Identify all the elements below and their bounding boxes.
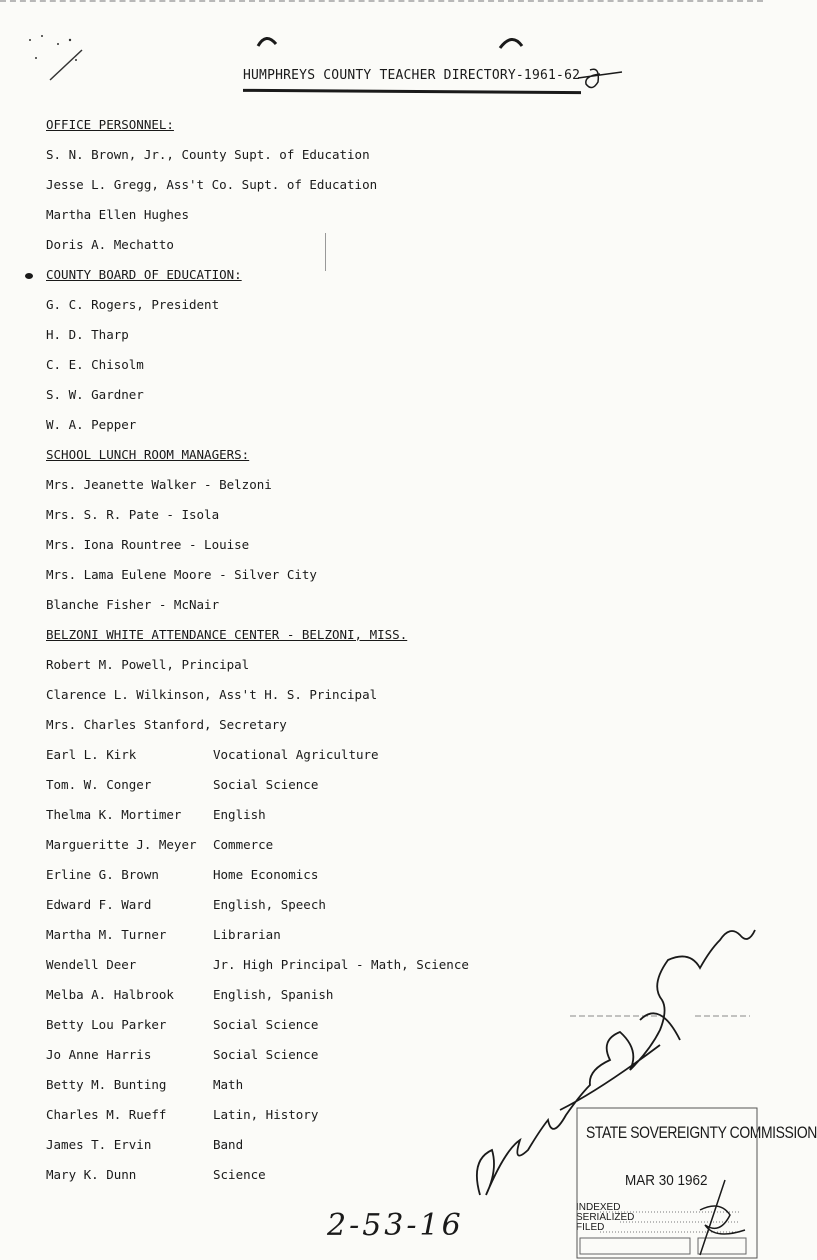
entry-subject: Social Science bbox=[213, 1047, 319, 1062]
section-heading: SCHOOL LUNCH ROOM MANAGERS: bbox=[46, 447, 250, 462]
entry-name: Mrs. Iona Rountree - Louise bbox=[46, 537, 250, 552]
entry-name: Edward F. Ward bbox=[46, 897, 152, 912]
entry-name: Margueritte J. Meyer bbox=[46, 837, 197, 852]
entry-name: Clarence L. Wilkinson, Ass't H. S. Principal bbox=[46, 687, 378, 702]
top-arc-mark-left bbox=[258, 38, 276, 46]
entry-subject: English, Speech bbox=[213, 897, 326, 912]
section-heading: COUNTY BOARD OF EDUCATION: bbox=[46, 267, 242, 282]
entry-name: Tom. W. Conger bbox=[46, 777, 152, 792]
entry-name: Betty M. Bunting bbox=[46, 1077, 167, 1092]
stamp-title: STATE SOVEREIGNTY COMMISSION bbox=[586, 1123, 817, 1142]
stamp-box bbox=[577, 1108, 757, 1258]
stamp-field-box bbox=[580, 1238, 690, 1254]
entry-name: Thelma K. Mortimer bbox=[46, 807, 182, 822]
entry-name: Melba A. Halbrook bbox=[46, 987, 174, 1002]
entry-subject: Math bbox=[213, 1077, 244, 1092]
entry-name: Jesse L. Gregg, Ass't Co. Supt. of Education bbox=[46, 177, 378, 192]
stamp-label-serialized: SERIALIZED bbox=[576, 1212, 635, 1223]
entry-name: Martha M. Turner bbox=[46, 927, 167, 942]
title-scribble bbox=[578, 69, 622, 87]
entry-name: Betty Lou Parker bbox=[46, 1017, 167, 1032]
entry-name: S. W. Gardner bbox=[46, 387, 144, 402]
top-left-slash bbox=[50, 50, 82, 80]
entry-name: H. D. Tharp bbox=[46, 327, 129, 342]
entry-name: James T. Ervin bbox=[46, 1137, 152, 1152]
handwritten-file-number: 2-53-16 bbox=[327, 1208, 464, 1243]
entry-name: Mrs. S. R. Pate - Isola bbox=[46, 507, 220, 522]
entry-subject: English, Spanish bbox=[213, 987, 334, 1002]
entry-name: Wendell Deer bbox=[46, 957, 137, 972]
entry-name: Mrs. Charles Stanford, Secretary bbox=[46, 717, 287, 732]
entry-name: Mrs. Jeanette Walker - Belzoni bbox=[46, 477, 272, 492]
entry-subject: Social Science bbox=[213, 777, 319, 792]
stamp-label-indexed: INDEXED bbox=[576, 1202, 621, 1213]
entry-name: Jo Anne Harris bbox=[46, 1047, 152, 1062]
section-heading: OFFICE PERSONNEL: bbox=[46, 117, 174, 132]
handwritten-margin-note bbox=[477, 930, 755, 1195]
document-title: HUMPHREYS COUNTY TEACHER DIRECTORY-1961-62 bbox=[243, 68, 581, 83]
entry-name: C. E. Chisolm bbox=[46, 357, 144, 372]
entry-name: Martha Ellen Hughes bbox=[46, 207, 189, 222]
entry-subject: Social Science bbox=[213, 1017, 319, 1032]
entry-name: Erline G. Brown bbox=[46, 867, 159, 882]
top-left-dots bbox=[29, 35, 77, 61]
entry-subject: Librarian bbox=[213, 927, 281, 942]
entry-subject: Commerce bbox=[213, 837, 274, 852]
section-heading: BELZONI WHITE ATTENDANCE CENTER - BELZONI, MISS. bbox=[46, 627, 408, 642]
stamp-label-filed: FILED bbox=[576, 1222, 605, 1233]
entry-name: Earl L. Kirk bbox=[46, 747, 137, 762]
entry-name: G. C. Rogers, President bbox=[46, 297, 220, 312]
entry-subject: Home Economics bbox=[213, 867, 319, 882]
entry-name: Robert M. Powell, Principal bbox=[46, 657, 250, 672]
entry-subject: Latin, History bbox=[213, 1107, 319, 1122]
entry-name: S. N. Brown, Jr., County Supt. of Education bbox=[46, 147, 370, 162]
entry-name: Blanche Fisher - McNair bbox=[46, 597, 220, 612]
top-arc-mark-right bbox=[500, 39, 522, 48]
entry-name: Doris A. Mechatto bbox=[46, 237, 174, 252]
stamp-date: MAR 30 1962 bbox=[625, 1172, 708, 1189]
entry-subject: Band bbox=[213, 1137, 244, 1152]
entry-name: Mrs. Lama Eulene Moore - Silver City bbox=[46, 567, 317, 582]
entry-subject: Jr. High Principal - Math, Science bbox=[213, 957, 469, 972]
entry-name: Mary K. Dunn bbox=[46, 1167, 137, 1182]
entry-subject: English bbox=[213, 807, 266, 822]
entry-name: W. A. Pepper bbox=[46, 417, 137, 432]
entry-subject: Vocational Agriculture bbox=[213, 747, 379, 762]
entry-subject: Science bbox=[213, 1167, 266, 1182]
entry-name: Charles M. Rueff bbox=[46, 1107, 167, 1122]
stamp-signature-scribble bbox=[700, 1180, 745, 1255]
